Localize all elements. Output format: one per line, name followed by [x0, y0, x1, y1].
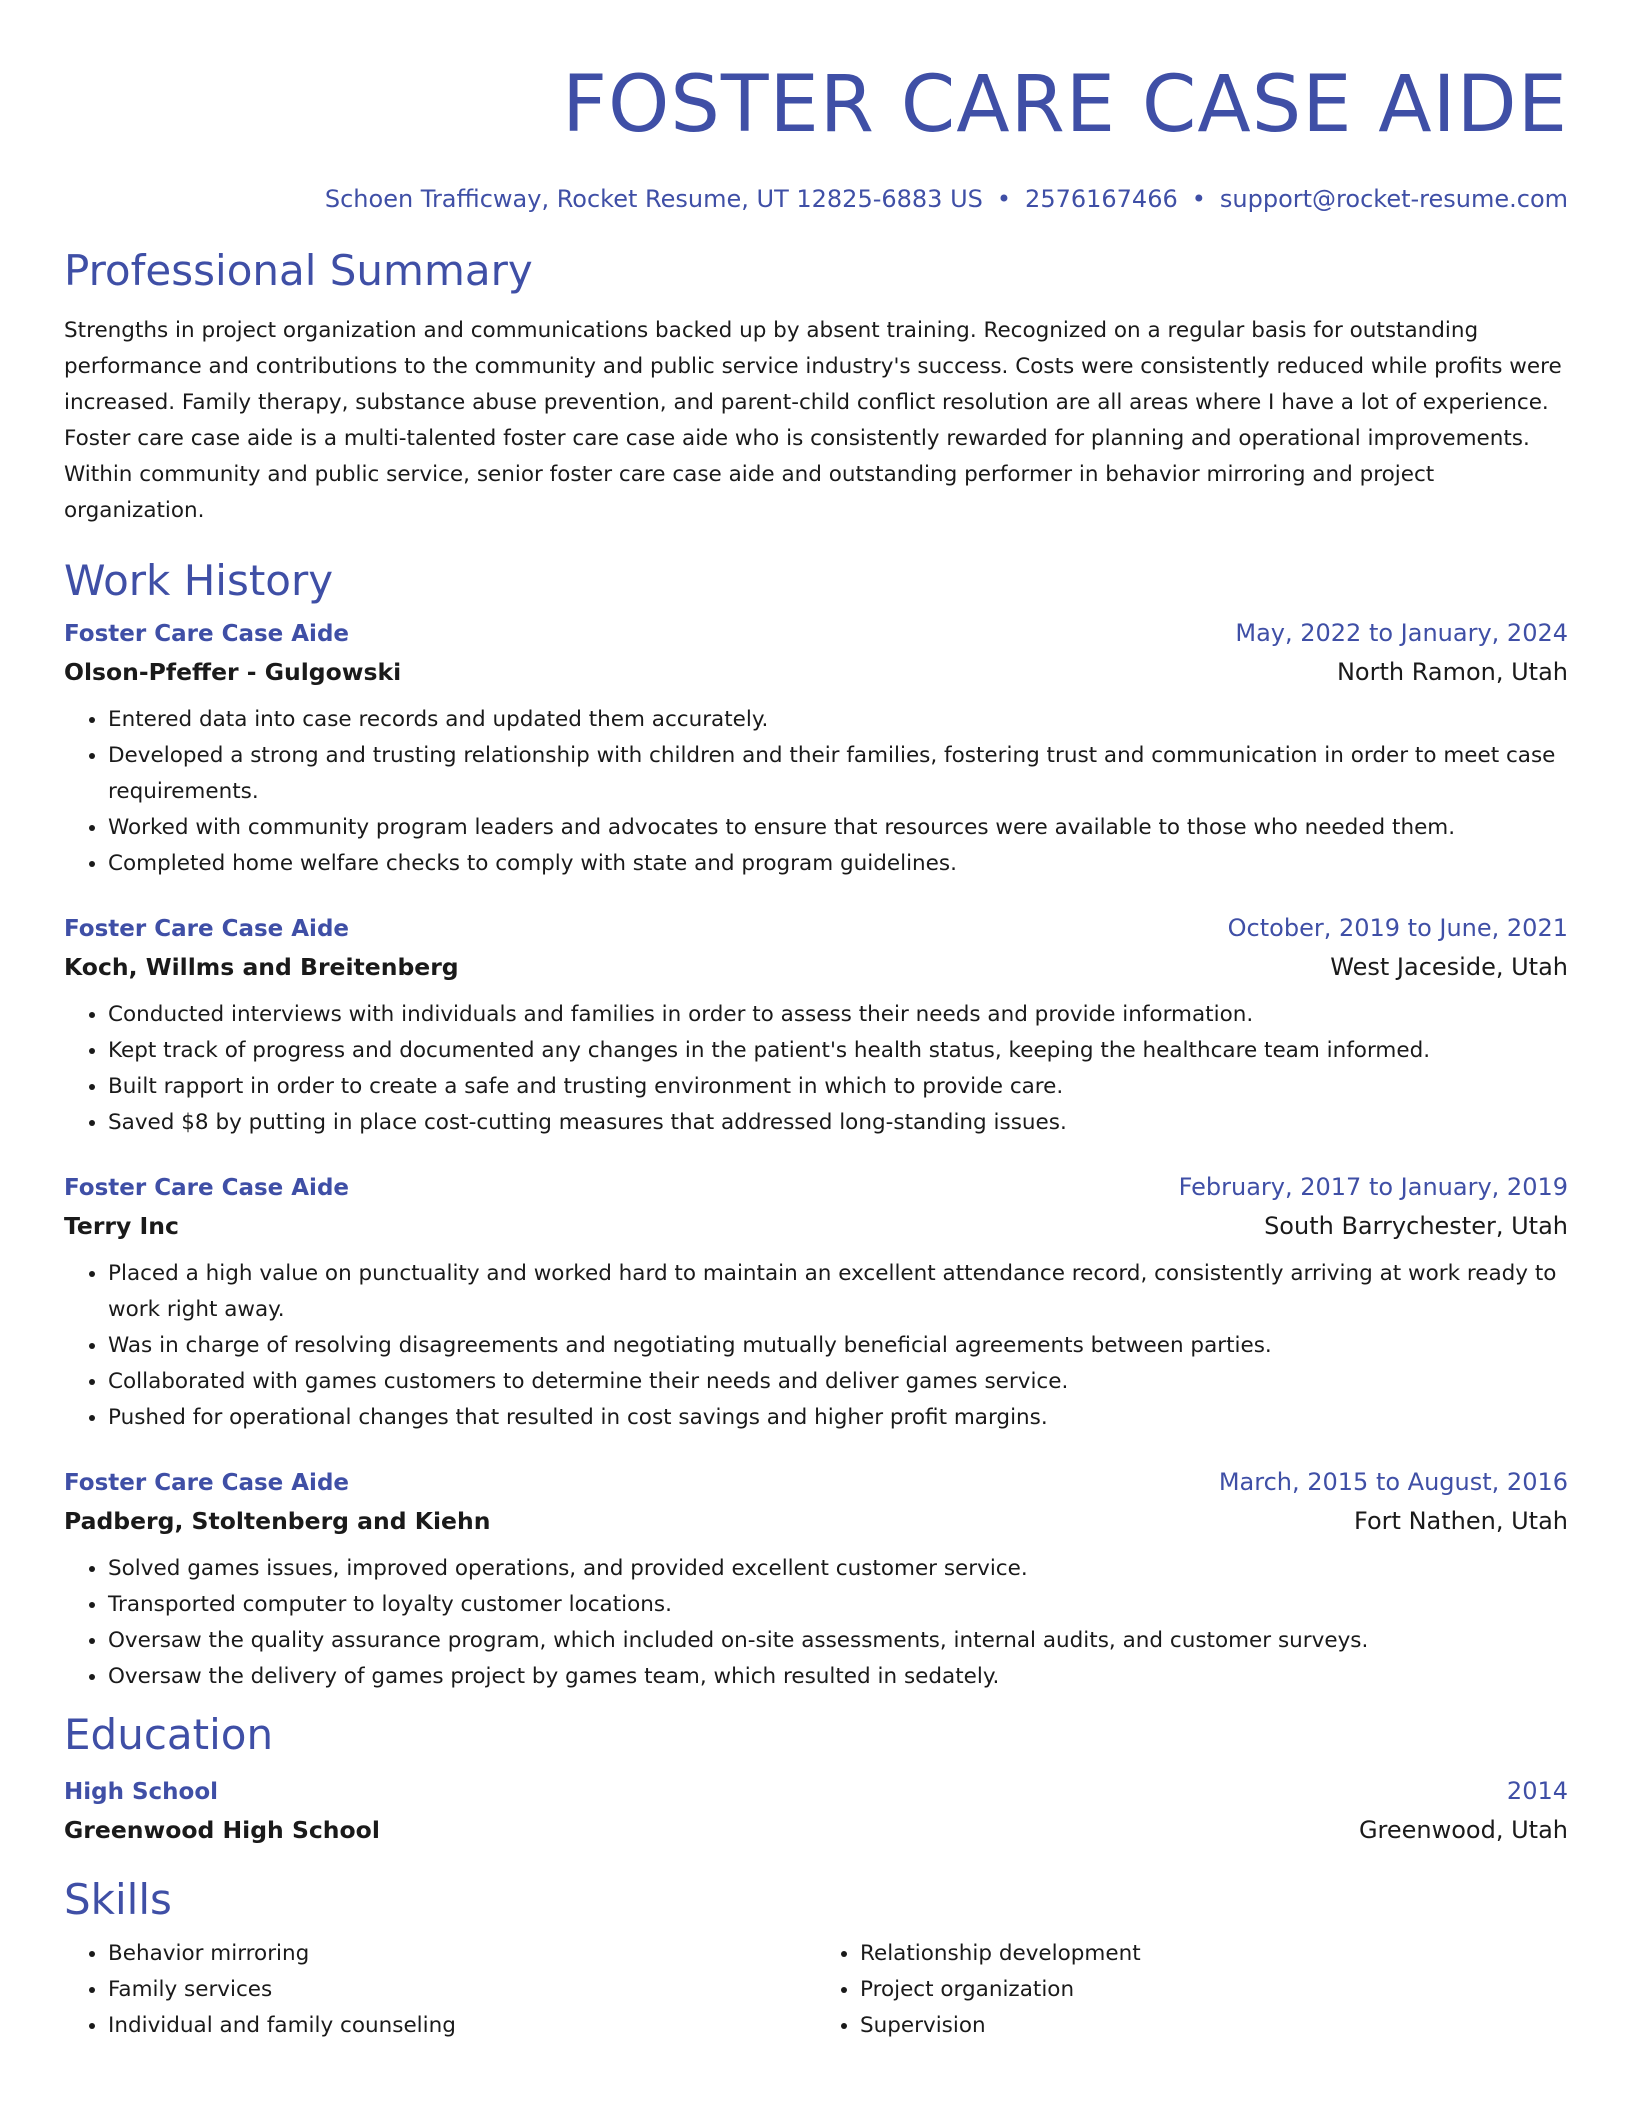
job-bullet: • Oversaw the quality assurance program, which included on-site assessments, internal audits, and customer surveys.: [108, 1623, 1568, 1659]
job-bullet: • Entered data into case records and updated them accurately.: [108, 702, 1568, 738]
job-company: Padberg, Stoltenberg and Kiehn: [64, 1507, 491, 1535]
job-bullets: [64, 702, 1568, 882]
job-bullet: • Saved $8 by putting in place cost-cutting measures that addressed long-standing issues.: [108, 1105, 1568, 1141]
skills-heading: Skills: [64, 1875, 172, 1924]
job-role: Foster Care Case Aide: [64, 916, 350, 942]
resume-name: FOSTER CARE CASE AIDE: [562, 60, 1568, 150]
job-dates: May, 2022 to January, 2024: [1235, 619, 1568, 647]
separator-dot: •: [1191, 185, 1206, 213]
job-entry: [64, 1169, 1568, 1436]
education-location: Greenwood, Utah: [1358, 1816, 1568, 1844]
job-bullet: • Built rapport in order to create a safe and trusting environment in which to provide care.: [108, 1069, 1568, 1105]
job-dates: October, 2019 to June, 2021: [1227, 914, 1568, 942]
job-bullets: [64, 1256, 1568, 1436]
education-degree: High School: [64, 1779, 219, 1805]
job-bullet: • Oversaw the delivery of games project by games team, which resulted in sedately.: [108, 1659, 1568, 1695]
job-company: Olson-Pfeffer - Gulgowski: [64, 658, 402, 686]
job-bullet: • Placed a high value on punctuality and worked hard to maintain an excellent attendance record, consistently arriving at work ready to work right away.: [108, 1256, 1568, 1328]
job-bullets: [64, 1551, 1568, 1695]
job-bullet: • Solved games issues, improved operations, and provided excellent customer service.: [108, 1551, 1568, 1587]
job-location: North Ramon, Utah: [1336, 658, 1568, 686]
contact-address: Schoen Trafficway, Rocket Resume, UT 12825-6883 US: [324, 185, 983, 213]
work-history-heading: Work History: [64, 556, 334, 605]
job-bullet: • Developed a strong and trusting relationship with children and their families, fostering trust and communication in order to meet case requirements.: [108, 738, 1568, 810]
skill-item: • Behavior mirroring: [108, 1936, 816, 1972]
job-company: Terry Inc: [64, 1212, 179, 1240]
job-bullet: • Conducted interviews with individuals and families in order to assess their needs and provide information.: [108, 997, 1568, 1033]
job-dates: February, 2017 to January, 2019: [1178, 1173, 1568, 1201]
separator-dot: •: [996, 185, 1012, 213]
job-entry: [64, 1464, 1568, 1695]
education-entry: [64, 1773, 1568, 1850]
skills-list: [64, 1936, 1568, 2044]
summary-heading: Professional Summary: [64, 246, 533, 295]
skills-column-left: [64, 1936, 816, 2044]
job-location: Fort Nathen, Utah: [1354, 1507, 1568, 1535]
job-bullet: • Transported computer to loyalty customer locations.: [108, 1587, 1568, 1623]
skill-item: • Project organization: [860, 1972, 1568, 2008]
skill-item: • Individual and family counseling: [108, 2008, 816, 2044]
job-list: [64, 615, 1568, 1695]
contact-email: support@rocket-resume.com: [1219, 185, 1568, 213]
job-dates: March, 2015 to August, 2016: [1218, 1468, 1568, 1496]
skill-item: • Family services: [108, 1972, 816, 2008]
job-location: West Jaceside, Utah: [1330, 953, 1568, 981]
job-entry: [64, 615, 1568, 882]
job-role: Foster Care Case Aide: [64, 1175, 350, 1201]
job-bullet: • Kept track of progress and documented any changes in the patient's health status, keeping the healthcare team informed.: [108, 1033, 1568, 1069]
job-bullet: • Was in charge of resolving disagreements and negotiating mutually beneficial agreements between parties.: [108, 1328, 1568, 1364]
education-heading: Education: [64, 1710, 274, 1759]
skills-column-right: [816, 1936, 1568, 2044]
contact-phone: 2576167466: [1025, 185, 1178, 213]
education-school: Greenwood High School: [64, 1816, 380, 1844]
contact-line: [64, 181, 1568, 217]
job-location: South Barrychester, Utah: [1264, 1212, 1568, 1240]
job-bullet: • Worked with community program leaders and advocates to ensure that resources were available to those who needed them.: [108, 810, 1568, 846]
job-role: Foster Care Case Aide: [64, 621, 350, 647]
job-company: Koch, Willms and Breitenberg: [64, 953, 459, 981]
skill-item: • Supervision: [860, 2008, 1568, 2044]
job-entry: [64, 910, 1568, 1141]
job-role: Foster Care Case Aide: [64, 1470, 350, 1496]
job-bullet: • Pushed for operational changes that resulted in cost savings and higher profit margins.: [108, 1400, 1568, 1436]
job-bullets: [64, 997, 1568, 1141]
summary-text: Strengths in project organization and communications backed up by absent training. Recognized on a regular basis for outstanding performance and contributions to the community and public service industry's success. Costs were consistently reduced while profits were increased. Family therapy, substance abuse prevention, and parent-child conflict resolution are all areas where I have a lot of experience. Foster care case aide is a multi-talented foster care case aide who is consistently rewarded for planning and operational improvements. Within community and public service, senior foster care case aide and outstanding performer in behavior mirroring and project organization.: [64, 318, 1562, 523]
education-year: 2014: [1506, 1777, 1568, 1805]
job-bullet: • Collaborated with games customers to determine their needs and deliver games service.: [108, 1364, 1568, 1400]
job-bullet: • Completed home welfare checks to comply with state and program guidelines.: [108, 846, 1568, 882]
skill-item: • Relationship development: [860, 1936, 1568, 1972]
